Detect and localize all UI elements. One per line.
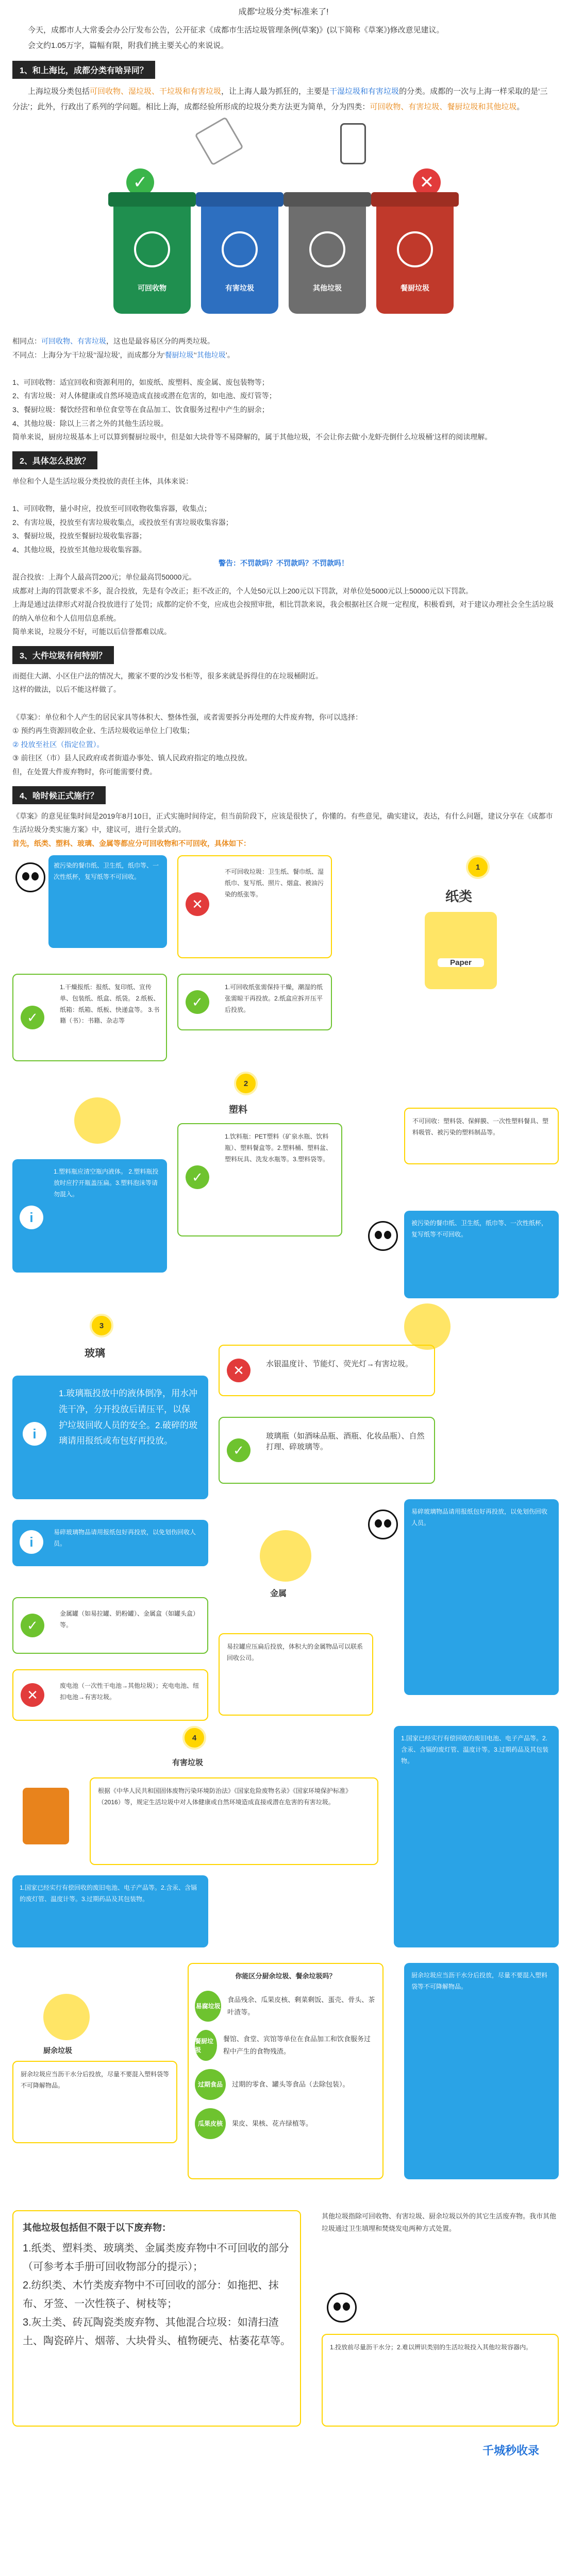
plastic-yes-box: ✓ 1.饮料瓶：PET塑料（矿泉水瓶、饮料瓶）、塑料餐盒等。2.塑料桶、塑料盆、塑料玩具、洗发水瓶等。3.塑料袋等。 [177,1123,342,1236]
section-2-body: 单位和个人是生活垃圾分类投放的责任主体，具体来说： 1、可回收物，量小时应，投放至可回收物收集容器，收集点； 2、有害垃圾，投放至有害垃圾收集点，或投放至有害垃圾收集容器； 3、餐厨垃圾，投放至餐厨垃圾收集容器； 4、其他垃圾，投放至其他垃圾收集容器。 警告：不罚款吗？不罚款吗？不罚款吗！ 混合投放：上海个人最高罚200元；单位最高罚50000元。 成都对上海的罚款要求不多，混合投放，先是有令改正；拒不改正的，个人处50元以上200元以下罚款，对单位处5000元以上50000元以下罚款。 上海是通过法律形式对混合投放进行了处罚；成都的定价不变，应成也会按照审批，相比罚款来说，我会根据社区合规一定程度，积极看到，对于建议办理社会全生活垃圾的纳入单位和个人信用信息系统。 简单来说，垃圾分不好，可能以后信誉都难以成。 [12,477,554,636]
glass-yes-box: ✓ 玻璃瓶（如酒味品瓶、酒瓶、化妆品瓶）、自然打理、碎玻璃等。 [219,1417,435,1484]
glass-illustration [404,1303,451,1350]
warning-text: 警告：不罚款吗？不罚款吗？不罚款吗！ [219,559,348,568]
hazard-bin-icon [23,1788,69,1844]
check-icon: ✓ [186,990,209,1014]
badge-1: 1 [466,855,490,879]
other-box: 其他垃圾包括但不限于以下废弃物： 1.纸类、塑料类、玻璃类、金属类废弃物中不可回收的部分（可参考本手册可回收物部分的提示）； 2.纺织类、木竹类废弃物中不可回收的部分：如拖把、抹布、牙签、一次性筷子、树枝等； 3.灰土类、砖瓦陶瓷类废弃物、其他混合垃圾：如清扫渣土、陶瓷碎片、烟蒂、大块骨头、植物硬壳、枯萎花草等。 [12,2210,301,2427]
cross-icon: ✕ [227,1359,251,1382]
metal-title: 金属 [270,1589,287,1599]
panda-icon [327,2293,357,2323]
section-1-heading: 1、和上海比，成都分类有啥异同？ [12,61,155,79]
glass-tip-box: i 1.玻璃瓶投放中的液体倒净，用水冲洗干净，分开投放后请压平，以保护垃圾回收人员的安全。2.破碎的玻璃请用报纸或布包好再投放。 [12,1376,208,1499]
intro-paragraph-1: 今天，成都市人大常委会办公厅发布公告，公开征求《成都市生活垃圾管理条例(草案)》(以下简称《草案》)修改意见建议。 [28,26,444,35]
check-icon: ✓ [126,168,154,196]
glass-panda-box: i 易碎玻璃物品请用报纸包好再投放，以免划伤回收人员。 [12,1520,208,1566]
info-icon: i [23,1422,46,1446]
kitchen-panel: 你能区分厨余垃圾、餐余垃圾吗？ 易腐垃圾 食品残余、瓜果皮核、剩菜剩饭、蛋壳、骨头、茶叶渣等。 餐厨垃圾 餐馆、食堂、宾馆等单位在食品加工和饮食服务过程中产生的食物残渣。 过期食品 过期的零食、罐头等食品（去除包装）。 瓜果皮核 果皮、果核、花卉绿植等。 [188,1963,383,2179]
bin-kitchen: 餐厨垃圾 [376,200,454,314]
metal-panda-box: 易拉罐应压扁后投放，体积大的金属物品可以联系回收公司。 [219,1633,373,1716]
check-row [12,168,555,196]
cross-icon: ✕ [186,892,209,916]
section-4-heading: 4、啥时候正式施行？ [12,786,106,804]
badge-2: 2 [234,1072,258,1095]
phone-icon [340,123,366,164]
check-icon: ✓ [21,1614,44,1637]
panda-icon [368,1221,398,1251]
kitchen-row: 餐厨垃圾 餐馆、食堂、宾馆等单位在食品加工和饮食服务过程中产生的食物残渣。 [195,2030,376,2061]
paper-yes-box: ✓ 1.干燥报纸：报纸、复印纸、宣传单、包装纸、纸盒、纸袋。 2.纸板、纸箱：纸箱、纸板、快递盒等。 3.书籍（书）：书籍、杂志等 [12,974,167,1061]
section-2-heading: 2、具体怎么投放？ [12,451,97,469]
other-right-text: 其他垃圾指除可回收物、有害垃圾、厨余垃圾以外的其它生活废弃物。我市其他垃圾通过卫生填埋和焚烧发电两种方式处置。 [322,2212,557,2232]
panda-tip-paper: 被污染的餐巾纸、卫生纸，纸巾等、一次性纸杯，复写纸等不可回收。 [48,855,167,948]
kitchen-tip-box: 厨余垃圾应当沥干水分后投放，尽量不要混入塑料袋等不可降解物品。 [12,2061,177,2143]
metal-illustration [260,1530,311,1582]
kitchen-illustration [43,1994,90,2040]
metal-no-box: ✕ 废电池（一次性干电池→其他垃圾）；充电电池、纽扣电池→有害垃圾。 [12,1669,208,1721]
cross-icon: ✕ [413,168,441,196]
glass-no-box: ✕ 水银温度计、节能灯、荧光灯→有害垃圾。 [219,1345,435,1396]
section-3-heading: 3、大件垃圾有何特别？ [12,646,114,664]
kitchen-side-box: 厨余垃圾应当沥干水分后投放，尽量不要混入塑料袋等不可降解物品。 [404,1963,559,2179]
cross-icon: ✕ [21,1683,44,1707]
section-4-body: 《草案》的意见征集时间是2019年8月10日，正式实施时间待定，但当前阶段下，应该是很快了，你懂的。有些意见，确实建议，表达，有什么问题，建议分享在《成都市生活垃圾分类实施方案》中，建议可，进行全景式的。 首先，纸类、塑料、玻璃、金属等都应分可回收物和不可回收，具体如下： [12,811,553,848]
section-1-details: 相同点：可回收物、有害垃圾，这也是最容易区分的两类垃圾。 不同点：上海分为‘干垃圾’‘湿垃圾’，而成都分为‘餐厨垃圾’‘其他垃圾’。 1、可回收物：适宜回收和资源利用的，如废纸、废塑料、废金属、废包装物等； 2、有害垃圾：对人体健康或自然环境造成直接或潜在危害的，如电池、废灯管等； 3、餐厨垃圾：餐饮经营和单位食堂等在食品加工、饮食服务过程中产生的厨余； 4、其他垃圾：除以上三者之外的其他生活垃圾。 简单来说，厨房垃圾基本上可以算到餐厨垃圾中，但是如大块骨等不易降解的，属于其他垃圾，不会让你去做‘小龙虾壳倒什么垃圾桶’这样的阅读理解。 [12,337,492,442]
badge-3: 3 [90,1314,113,1337]
check-icon: ✓ [186,1165,209,1189]
panda-icon [368,1510,398,1539]
phone-bottle-icons [12,123,555,164]
harm-side-box: 1.国家已经实行有偿回收的废旧电池、电子产品等。2.含汞、含镉的废灯管、温度计等。3.过期药品及其包装物。 [394,1726,559,1947]
info-icon: i [20,1206,43,1229]
panda-icon [15,862,45,892]
bottle-icon [194,116,244,166]
kitchen-row: 瓜果皮核 果皮、果核、花卉绿植等。 [195,2108,376,2139]
harm-list-box: 1.国家已经实行有偿回收的废旧电池、电子产品等。2.含汞、含镉的废灯管、温度计等。3.过期药品及其包装物。 [12,1875,208,1947]
intro-paragraph-2: 会文约1.05万字，篇幅有限，附我们挑主要关心的来说说。 [28,41,229,50]
check-icon: ✓ [227,1438,251,1462]
bin-row [12,200,555,314]
page-title: 成都“垃圾分类”标准来了! [238,8,329,16]
check-icon: ✓ [21,1006,44,1029]
harm-title: 有害垃圾 [172,1758,204,1768]
infographic [12,850,555,2468]
kitchen-title: 厨余垃圾 [43,2046,72,2055]
panda-tip-glass: 易碎玻璃物品请用报纸包好再投放，以免划伤回收人员。 [404,1499,559,1695]
plastic-tip-box: i 1.塑料瓶应清空瓶内液体。 2.塑料瓶投放时应拧开瓶盖压扁。3.塑料泡沫等请勿混入。 [12,1159,167,1273]
bin-recyclable: 可回收物 [113,200,191,314]
paper-title: 纸类 [445,889,473,905]
other-tip-box: 1.投放前尽量沥干水分；2.难以辨识类别的生活垃圾投入其他垃圾容器内。 [322,2334,559,2427]
plastic-no-box: 不可回收：塑料袋、保鲜膜、一次性塑料餐具、塑料吸管、被污染的塑料制品等。 [404,1108,559,1164]
paper-illustration: Paper [425,912,497,989]
harm-text-box: 根据《中华人民共和国固体废物污染环境防治法》《国家危险废物名录》《国家环境保护标准》（2016）等，规定生活垃圾中对人体健康或自然环境造成直接或潜在危害的有害垃圾。 [90,1777,378,1865]
plastic-illustration [74,1097,121,1144]
info-icon: i [20,1530,43,1554]
paper-tip-box: ✓ 1.可回收纸张需保持干燥，潮湿的纸张需晾干再投放。2.纸盒应拆开压平后投放。 [177,974,332,1030]
paper-no-box: ✕ 不可回收垃圾：卫生纸、餐巾纸、湿纸巾、复写纸、照片、烟盒、被油污染的纸张等。 [177,855,332,958]
footer-watermark: 千城秒收录 [482,2444,539,2458]
glass-title: 玻璃 [85,1348,105,1360]
plastic-title: 塑料 [229,1105,247,1115]
bin-hazardous: 有害垃圾 [201,200,278,314]
bin-other: 其他垃圾 [289,200,366,314]
section-1-text: 上海垃圾分类包括可回收物、湿垃圾、干垃圾和有害垃圾，让上海人最为抓狂的，主要是干湿垃圾和有害垃圾的分类。成都的一次与上海一样采取的是‘三分法’；此外，行政出了系列的学问题。相比上海，成都经验所形成的垃圾分类方法更为简单，分为四类：可回收物、有害垃圾、餐厨垃圾和其他垃圾。 [12,87,548,111]
kitchen-row: 过期食品 过期的零食、罐头等食品（去除包装）。 [195,2069,376,2100]
panda-tip-plastic: 被污染的餐巾纸、卫生纸，纸巾等、一次性纸杯，复写纸等不可回收。 [404,1211,559,1298]
metal-yes-box: ✓ 金属罐（如易拉罐、奶粉罐）、金属盒（如罐头盒）等。 [12,1597,208,1654]
badge-4: 4 [182,1726,206,1750]
section-3-body: 而挺住大湖、小区住户法的情况大，搬家不要的沙发书柜等，很多来就是拆得住的在垃圾桶附近。 这样的做法，以后不能这样做了。 《草案》：单位和个人产生的居民家具等体积大、整体性强，或者需要拆分再处理的大件废弃物，你可以选择： ① 预约再生资源回收企业、生活垃圾收运单位上门收集； ② 投放至社区（指定位置）。 ③ 前往区（市）县人民政府或者街道办事处、镇人民政府指定的地点投放。 但，在处置大件废弃物时，你可能需要付费。 [12,671,362,776]
kitchen-row: 易腐垃圾 食品残余、瓜果皮核、剩菜剩饭、蛋壳、骨头、茶叶渣等。 [195,1991,376,2022]
